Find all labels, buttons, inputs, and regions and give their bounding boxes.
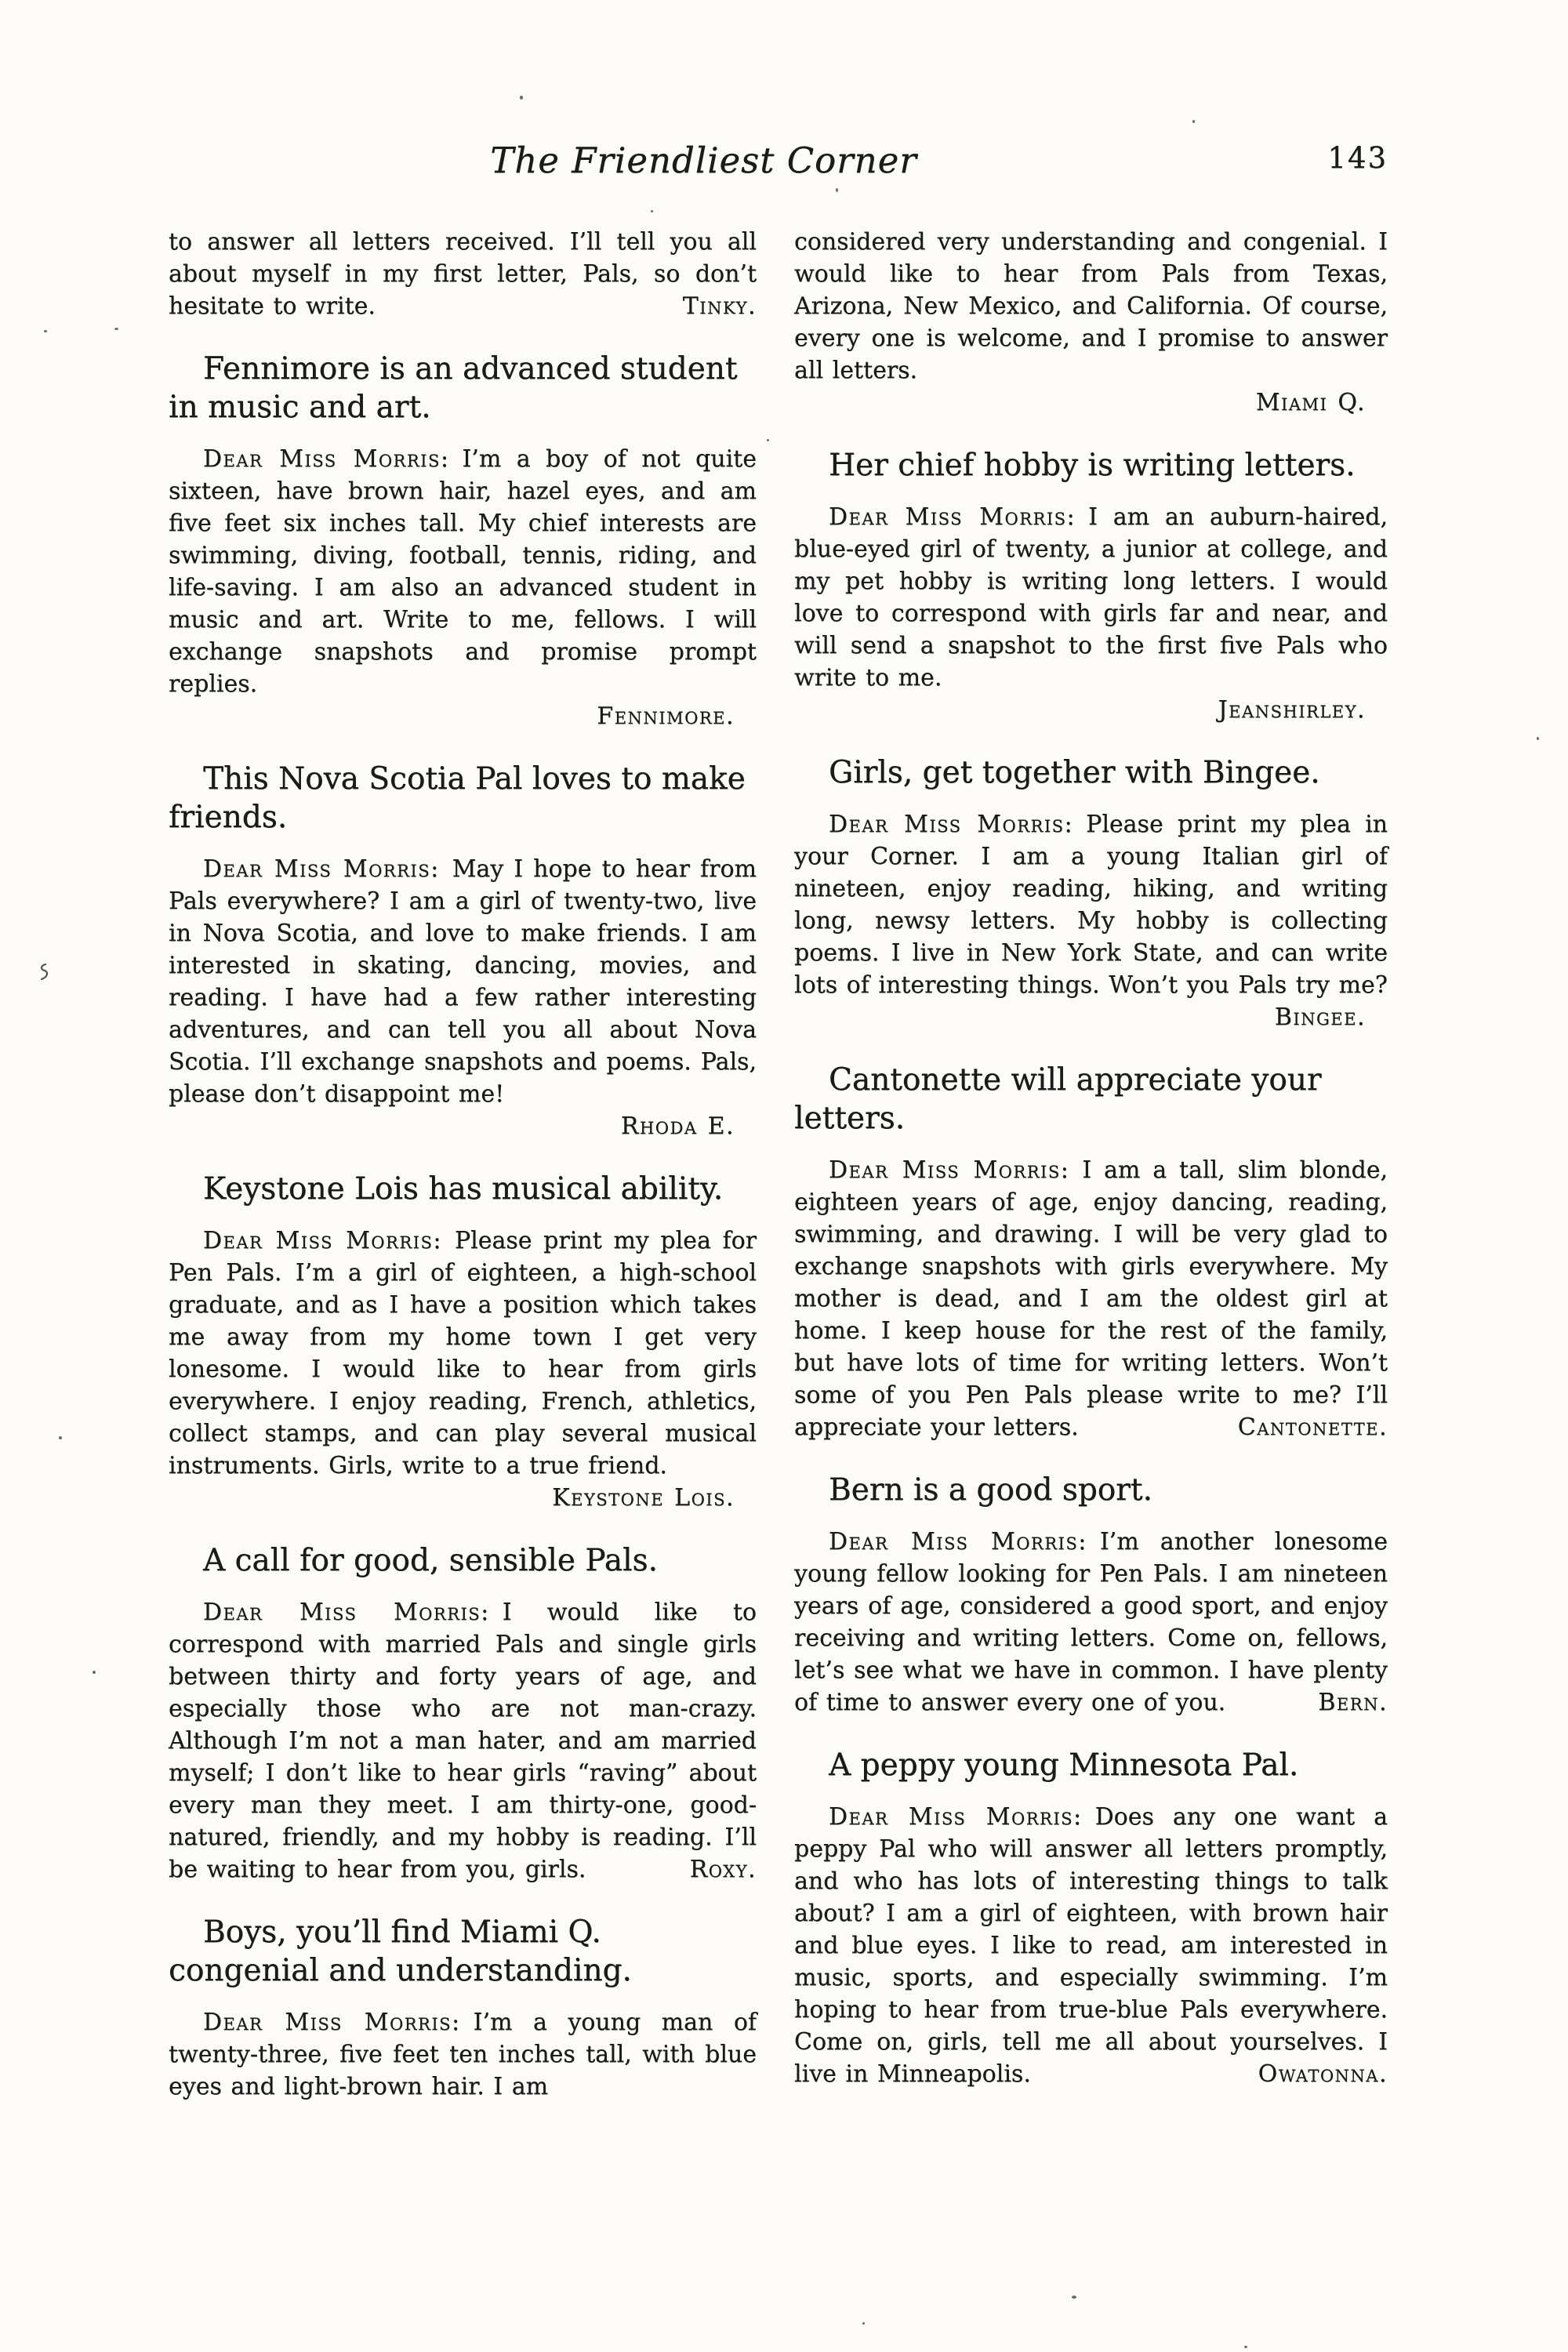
letter-paragraph: [794, 1154, 1388, 1443]
section-heading: Boys, you’ll find Miami Q. congenial and understanding.: [169, 1915, 632, 1988]
letter-signature: Rhoda E.: [620, 1112, 735, 1140]
letter-paragraph: [794, 1526, 1388, 1719]
letter-section-keystone-lois: [169, 1170, 757, 1514]
section-heading: Fennimore is an advanced student in music and art.: [169, 351, 738, 425]
letter-salutation: Dear Miss Morris:: [829, 1803, 1083, 1831]
ink-speck: [862, 2322, 865, 2325]
letter-salutation: Dear Miss Morris:: [829, 503, 1076, 531]
letter-signature: Roxy.: [689, 1856, 757, 1883]
ink-speck: [1192, 120, 1195, 123]
letter-text: I am an auburn-haired, blue-eyed girl of twenty, a junior at college, and my pet hobby is writing long letters. I would love to correspond with girls far and near, and will send a snapshot to the first five Pals who write to me.: [794, 503, 1388, 691]
ink-speck: [59, 1436, 62, 1439]
letter-text: I would like to correspond with married Pals and single girls between thirty and forty years of age, and especially those who are not man-crazy. Although I’m not a man hater, and am married myself; I don’t like to hear girls “raving” about every man they meet. I am thirty-one, good-natured, friendly, and my hobby is reading. I’ll be waiting to hear from you, girls.: [169, 1599, 757, 1883]
letter-continuation-tinky: [169, 226, 757, 322]
letter-paragraph: [169, 1225, 757, 1514]
letter-salutation: Dear Miss Morris:: [203, 445, 450, 473]
letter-signature: Tinky.: [682, 292, 757, 320]
letter-signature: Jeanshirley.: [1218, 696, 1366, 724]
ink-speck: [93, 1671, 96, 1674]
ink-speck: [1244, 2346, 1247, 2348]
ink-speck: [114, 328, 118, 330]
letter-section-roxy: [169, 1541, 757, 1886]
letter-signature: Miami Q.: [1255, 389, 1366, 416]
letter-section-bern: [794, 1471, 1388, 1719]
letter-signature: Owatonna.: [1258, 2060, 1388, 2088]
letter-signature: Bern.: [1318, 1689, 1388, 1716]
section-heading: Keystone Lois has musical ability.: [203, 1171, 724, 1207]
letter-salutation: Dear Miss Morris:: [203, 1227, 442, 1254]
letter-section-bingee: [794, 753, 1388, 1033]
letter-signature: Bingee.: [1274, 1004, 1366, 1031]
letter-paragraph: [169, 443, 757, 732]
ink-speck: [1537, 737, 1539, 740]
letter-salutation: Dear Miss Morris:: [829, 1528, 1087, 1555]
letter-section-jeanshirley: [794, 446, 1388, 726]
section-heading: Bern is a good sport.: [829, 1472, 1152, 1508]
letter-signature: Cantonette.: [1237, 1414, 1388, 1441]
section-heading: Her chief hobby is writing letters.: [829, 448, 1356, 483]
ink-speck: [767, 439, 769, 441]
letter-salutation: Dear Miss Morris:: [829, 811, 1074, 838]
letter-section-owatonna: [794, 1746, 1388, 2090]
letter-section-miami-q-start: [169, 1913, 757, 2103]
letter-signature: Keystone Lois.: [552, 1484, 735, 1512]
letter-signature: Fennimore.: [597, 702, 735, 730]
letter-paragraph: [169, 1596, 757, 1886]
letter-text: I’m a young man of twenty-three, five feet ten inches tall, with blue eyes and light-brown hair. I am: [169, 2009, 757, 2100]
column-left: [169, 226, 757, 2103]
ink-speck: [44, 330, 47, 332]
letter-paragraph: [169, 2006, 757, 2103]
letter-section-cantonette: [794, 1061, 1388, 1443]
letter-text: Does any one want a peppy Pal who will answer all letters promptly, and who has lots of interesting things to talk about? I am a girl of eighteen, with brown hair and blue eyes. I like to read, am interested in music, sports, and especially swimming. I’m hoping to hear from true-blue Pals everywhere. Come on, girls, tell me all about yourselves. I live in Minneapolis.: [794, 1803, 1388, 2088]
ink-speck: [520, 96, 523, 100]
ink-speck: [836, 188, 838, 192]
letter-text: I’m another lonesome young fellow looking for Pen Pals. I am nineteen years of age, considered a good sport, and enjoy receiving and writing letters. Come on, fellows, let’s see what we have in common. I have plenty of time to answer every one of you.: [794, 1528, 1388, 1716]
letter-salutation: Dear Miss Morris:: [203, 1599, 490, 1626]
ink-speck: [651, 210, 653, 212]
letter-continuation-miami-q: [794, 226, 1388, 419]
letter-salutation: Dear Miss Morris:: [203, 2009, 461, 2036]
letter-salutation: Dear Miss Morris:: [203, 855, 440, 883]
letter-text: Please print my plea for Pen Pals. I’m a girl of eighteen, a high-school graduate, and as I have a position which takes me away from my home town I get very lonesome. I would like to hear from girls everywhere. I enjoy reading, French, athletics, collect stamps, and can play several musical instruments. Girls, write to a true friend.: [169, 1227, 757, 1479]
section-heading: Girls, get together with Bingee.: [829, 755, 1320, 790]
section-heading: A call for good, sensible Pals.: [203, 1543, 658, 1578]
letter-text: May I hope to hear from Pals everywhere? I am a girl of twenty-two, live in Nova Scotia, and love to make friends. I am interested in skating, dancing, movies, and reading. I have had a few rather interesting adventures, and can tell you all about Nova Scotia. I’ll exchange snapshots and poems. Pals, please don’t disappoint me!: [169, 855, 757, 1108]
letter-text: I’m a boy of not quite sixteen, have brown hair, hazel eyes, and am five feet six inches tall. My chief interests are swimming, diving, football, tennis, riding, and life-saving. I am also an advanced student in music and art. Write to me, fellows. I will exchange snapshots and promise prompt replies.: [169, 445, 757, 698]
letter-paragraph: [169, 853, 757, 1142]
page-title: The Friendliest Corner: [490, 140, 917, 181]
letter-paragraph: [794, 501, 1388, 726]
page-number: 143: [1327, 141, 1388, 175]
letter-paragraph: [794, 808, 1388, 1033]
letter-text: considered very understanding and congenial. I would like to hear from Pals from Texas, Arizona, New Mexico, and California. Of course, every one is welcome, and I promise to answer all letters.: [794, 228, 1388, 384]
letter-text: I am a tall, slim blonde, eighteen years of age, enjoy dancing, reading, swimming, and drawing. I will be very glad to exchange snapshots with girls everywhere. My mother is dead, and I am the oldest girl at home. I keep house for the rest of the family, but have lots of time for writing letters. Won’t some of you Pen Pals please write to me? I’ll appreciate your letters.: [794, 1156, 1388, 1441]
section-heading: This Nova Scotia Pal loves to make friends.: [169, 761, 746, 835]
letter-paragraph: [794, 1801, 1388, 2090]
ink-speck: [1072, 2296, 1076, 2299]
section-heading: A peppy young Minnesota Pal.: [829, 1748, 1299, 1783]
text-columns: [169, 226, 1388, 2103]
column-right: [794, 226, 1388, 2103]
section-heading: Cantonette will appreciate your letters.: [794, 1062, 1322, 1136]
letter-text: to answer all letters received. I’ll tell you all about myself in my first letter, Pals, so don’t hesitate to write.: [169, 228, 757, 320]
letter-section-rhoda: [169, 760, 757, 1142]
stray-ink-mark: [38, 963, 50, 982]
letter-section-fennimore: [169, 350, 757, 732]
running-head: [169, 140, 1388, 190]
letter-salutation: Dear Miss Morris:: [829, 1156, 1070, 1184]
letter-text: Please print my plea in your Corner. I am a young Italian girl of nineteen, enjoy reading, hiking, and writing long, newsy letters. My hobby is collecting poems. I live in New York State, and can write lots of interesting things. Won’t you Pals try me?: [794, 811, 1388, 999]
